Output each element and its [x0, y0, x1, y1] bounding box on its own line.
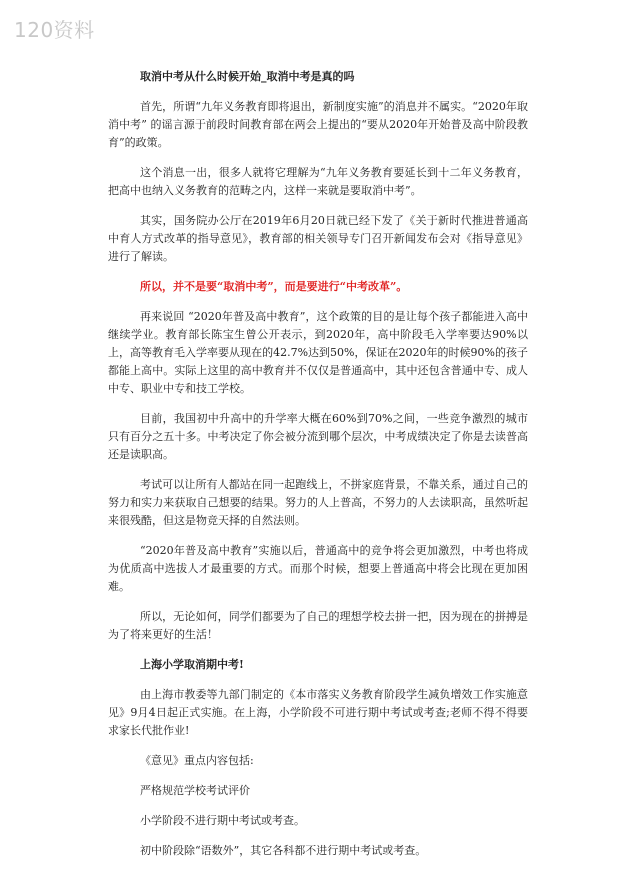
paragraph: 目前，我国初中升高中的升学率大概在60%到70%之间，一些竞争激烈的城市只有百分之五十多。中考决定了你会被分流到哪个层次，中考成绩决定了你是去读普高还是读职高。	[108, 412, 528, 461]
paragraph: 再来说回 “2020年普及高中教育”，这个政策的目的是让每个孩子都能进入高中继续学业。教育部长陈宝生曾公开表示，到2020年，高中阶段毛入学率要达90%以上，高等教育毛入学率要从现在的42.7%达到50%，保证在2020年的时候90%的孩子都能上高中。实际上这里的高中教育并不仅仅是普通高中，其中还包含普通中专、成人中专、职业中专和技工学校。	[108, 310, 528, 395]
list-item: 初中阶段除“语数外”，其它各科都不进行期中考试或考查。	[140, 844, 427, 857]
points-title: 《意见》重点内容包括:	[140, 754, 254, 767]
list-item: 小学阶段不进行期中考试或考查。	[140, 814, 305, 827]
paragraph: 考试可以让所有人都站在同一起跑线上，不拼家庭背景，不靠关系，通过自己的努力和实力来获取自己想要的结果。努力的人上普高，不努力的人去读职高，虽然听起来很残酷，但这是物竞天择的自然法则。	[108, 478, 528, 527]
list-item: 严格规范学校考试评价	[140, 784, 250, 797]
section-heading: 上海小学取消期中考!	[140, 658, 244, 671]
paragraph: 其实，国务院办公厅在2019年6月20日就已经下发了《关于新时代推进普通高中育人方式改革的指导意见》，教育部的相关领导专门召开新闻发布会对《指导意见》进行了解读。	[108, 214, 528, 263]
paragraph: 所以，无论如何，同学们都要为了自己的理想学校去拼一把，因为现在的拼搏是为了将来更好的生活！	[108, 610, 528, 641]
paragraph: 由上海市教委等九部门制定的《本市落实义务教育阶段学生减负增效工作实施意见》9月4日起正式实施。在上海，小学阶段不可进行期中考试或考查;老师不得不得要求家长代批作业!	[108, 688, 528, 737]
watermark: 120资料	[14, 18, 95, 42]
paragraph: 首先，所谓“九年义务教育即将退出，新制度实施”的消息并不属实。“2020年取消中考” 的谣言源于前段时间教育部在两会上提出的“要从2020年开始普及高中阶段教育”的政策。	[108, 100, 528, 149]
highlight-paragraph: 所以，并不是要“取消中考”，而是要进行“中考改革”。	[140, 280, 408, 293]
document-title: 取消中考从什么时候开始_取消中考是真的吗	[140, 70, 355, 83]
paragraph: 这个消息一出，很多人就将它理解为“九年义务教育要延长到十二年义务教育，把高中也纳入义务教育的范畴之内，这样一来就是要取消中考”。	[108, 166, 528, 197]
paragraph: “2020年普及高中教育”实施以后，普通高中的竞争将会更加激烈，中考也将成为优质高中选拔人才最重要的方式。而那个时候，想要上普通高中将会比现在更加困难。	[108, 544, 528, 593]
document-body	[108, 68, 528, 872]
